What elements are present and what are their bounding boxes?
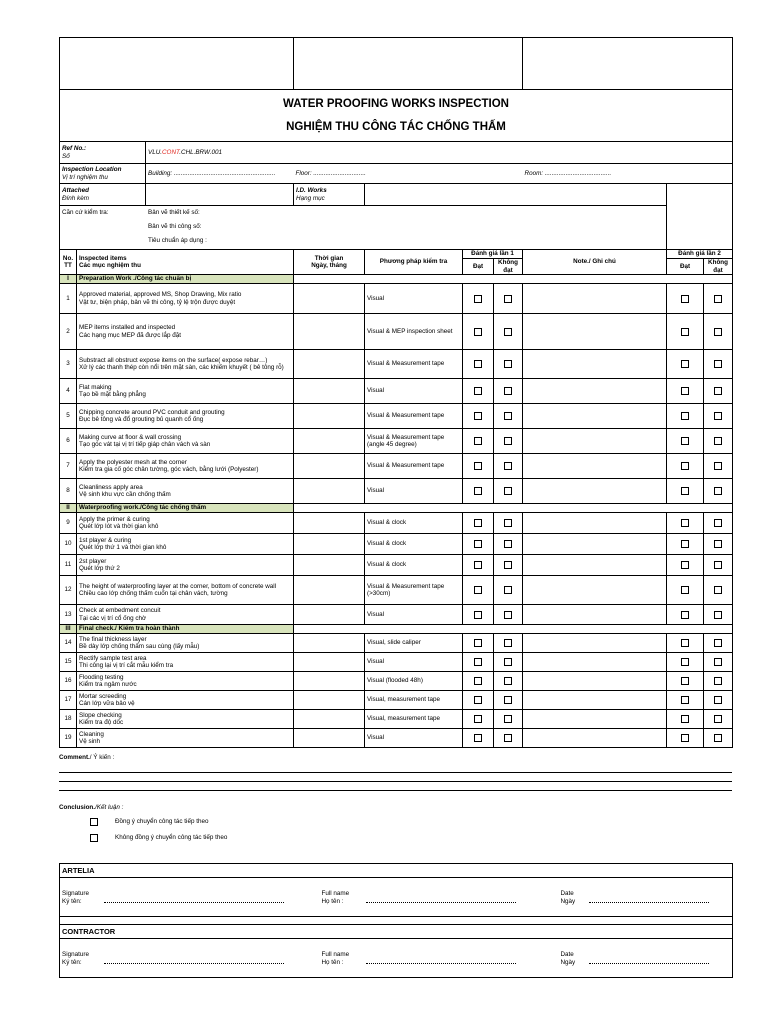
- pass1-checkbox[interactable]: [474, 658, 482, 666]
- pass2-checkbox[interactable]: [681, 487, 689, 495]
- pass1-checkbox[interactable]: [474, 387, 482, 395]
- note-cell[interactable]: [523, 379, 667, 404]
- location-row: [60, 164, 733, 184]
- pass1-checkbox[interactable]: [474, 295, 482, 303]
- logo-row: [60, 38, 733, 90]
- time-cell[interactable]: [294, 513, 365, 534]
- table-row: [60, 710, 733, 729]
- time-cell[interactable]: [294, 479, 365, 504]
- inspected-item: Slope checking Kiểm tra độ dốc: [77, 710, 294, 729]
- fail2-checkbox[interactable]: [714, 715, 722, 723]
- floor-field[interactable]: Floor: ..............................: [294, 164, 523, 184]
- row-number: 11: [60, 555, 77, 576]
- fail1-checkbox[interactable]: [504, 412, 512, 420]
- section-title: Waterproofing work./Công tác chống thấm: [77, 504, 294, 513]
- note-cell[interactable]: [523, 513, 667, 534]
- inspected-item: The height of waterproofing layer at the corner, bottom of concrete wall Chiều cao lớp chống thấm cuốn tại chân vách, tường: [77, 576, 294, 605]
- method-cell: Visual: [365, 653, 463, 672]
- method-cell: Visual & Measurement tape (>30cm): [365, 576, 463, 605]
- fail1-checkbox[interactable]: [504, 715, 512, 723]
- section-title: Preparation Work ./Công tác chuẩn bị: [77, 275, 294, 284]
- form-title-en: WATER PROOFING WORKS INSPECTION: [60, 90, 733, 114]
- pass2-checkbox[interactable]: [681, 658, 689, 666]
- section-number: II: [60, 504, 77, 513]
- row-number: 19: [60, 729, 77, 748]
- table-row: [60, 479, 733, 504]
- time-cell[interactable]: [294, 454, 365, 479]
- pass2-checkbox[interactable]: [681, 540, 689, 548]
- row-number: 3: [60, 350, 77, 379]
- note-cell[interactable]: [523, 404, 667, 429]
- col-header-pass1: Đạt: [463, 259, 494, 275]
- row-number: 5: [60, 404, 77, 429]
- fail2-checkbox[interactable]: [714, 437, 722, 445]
- col-header-eval2: Đánh giá lần 2: [667, 250, 733, 259]
- fail1-checkbox[interactable]: [504, 328, 512, 336]
- table-row: [60, 605, 733, 625]
- fail1-checkbox[interactable]: [504, 586, 512, 594]
- note-cell[interactable]: [523, 576, 667, 605]
- pass1-checkbox[interactable]: [474, 360, 482, 368]
- logo-cell-center: [294, 38, 523, 90]
- section-header: [60, 275, 733, 284]
- table-row: [60, 634, 733, 653]
- row-number: 18: [60, 710, 77, 729]
- method-cell: Visual & Measurement tape: [365, 404, 463, 429]
- col-header-no: No. TT: [60, 250, 77, 275]
- section-title: Final check./ Kiểm tra hoàn thành: [77, 625, 294, 634]
- pass2-checkbox[interactable]: [681, 519, 689, 527]
- logo-cell-left: [60, 38, 294, 90]
- pass1-checkbox[interactable]: [474, 561, 482, 569]
- note-cell[interactable]: [523, 534, 667, 555]
- pass1-checkbox[interactable]: [474, 639, 482, 647]
- ref-label-vi: Số: [62, 152, 70, 160]
- inspected-item: 2st player Quét lớp thứ 2: [77, 555, 294, 576]
- table-row: [60, 555, 733, 576]
- table-row: [60, 429, 733, 454]
- fail2-checkbox[interactable]: [714, 412, 722, 420]
- header-row: [60, 250, 733, 259]
- comment-block: [59, 748, 732, 766]
- inspected-item: Apply the primer & curing Quét lớp lót và thời gian khô: [77, 513, 294, 534]
- time-cell[interactable]: [294, 429, 365, 454]
- fail1-checkbox[interactable]: [504, 540, 512, 548]
- row-number: 10: [60, 534, 77, 555]
- pass2-checkbox[interactable]: [681, 295, 689, 303]
- fail1-checkbox[interactable]: [504, 519, 512, 527]
- pass2-checkbox[interactable]: [681, 696, 689, 704]
- table-row: [60, 729, 733, 748]
- time-cell[interactable]: [294, 284, 365, 314]
- fail1-checkbox[interactable]: [504, 734, 512, 742]
- note-cell[interactable]: [523, 350, 667, 379]
- row-number: 7: [60, 454, 77, 479]
- signature-field[interactable]: Signature Ký tên:: [60, 939, 320, 978]
- pass2-checkbox[interactable]: [681, 437, 689, 445]
- pass2-checkbox[interactable]: [681, 462, 689, 470]
- party-name: ARTELIA: [60, 864, 733, 878]
- note-cell[interactable]: [523, 634, 667, 653]
- pass1-checkbox[interactable]: [474, 696, 482, 704]
- fail2-checkbox[interactable]: [714, 360, 722, 368]
- date-field[interactable]: Date Ngày: [559, 878, 733, 917]
- conclusion-option-disagree[interactable]: Không đồng ý chuyển công tác tiếp theo: [90, 834, 229, 842]
- method-cell: Visual: [365, 605, 463, 625]
- conclusion-label-en: Conclusion.: [59, 804, 96, 811]
- table-row: [60, 576, 733, 605]
- checkbox[interactable]: [90, 834, 98, 842]
- fail2-checkbox[interactable]: [714, 328, 722, 336]
- inspected-item: 1st player & curing Quét lớp thứ 1 và thời gian khô: [77, 534, 294, 555]
- basis-item: Bản vẽ thi công số:: [148, 223, 202, 230]
- fail2-checkbox[interactable]: [714, 462, 722, 470]
- fail2-checkbox[interactable]: [714, 658, 722, 666]
- table-row: [60, 534, 733, 555]
- row-number: 14: [60, 634, 77, 653]
- note-cell[interactable]: [523, 710, 667, 729]
- party-name: CONTRACTOR: [60, 925, 733, 939]
- logo-cell-right: [523, 38, 733, 90]
- inspected-item: Making curve at floor & wall crossing Tạo góc vát tại vị trí tiếp giáp chân vách và sàn: [77, 429, 294, 454]
- fail1-checkbox[interactable]: [504, 387, 512, 395]
- col-header-pass2: Đạt: [667, 259, 704, 275]
- time-cell[interactable]: [294, 555, 365, 576]
- method-cell: Visual & MEP inspection sheet: [365, 314, 463, 350]
- ref-value: VLU.CONT.CHL.BRW.001: [146, 142, 733, 164]
- time-cell[interactable]: [294, 314, 365, 350]
- table-row: [60, 350, 733, 379]
- fail2-checkbox[interactable]: [714, 519, 722, 527]
- fail1-checkbox[interactable]: [504, 437, 512, 445]
- inspected-item: Mortar screeding Cán lớp vữa bảo vệ: [77, 691, 294, 710]
- fail1-checkbox[interactable]: [504, 696, 512, 704]
- fail1-checkbox[interactable]: [504, 611, 512, 619]
- fullname-field[interactable]: Full name Họ tên :: [320, 878, 559, 917]
- pass2-checkbox[interactable]: [681, 639, 689, 647]
- pass1-checkbox[interactable]: [474, 540, 482, 548]
- row-number: 4: [60, 379, 77, 404]
- pass1-checkbox[interactable]: [474, 328, 482, 336]
- inspected-item: Cleaning Vệ sinh: [77, 729, 294, 748]
- time-cell[interactable]: [294, 379, 365, 404]
- table-row: [60, 691, 733, 710]
- table-row: [60, 454, 733, 479]
- attached-row: [60, 184, 733, 206]
- ref-row: [60, 142, 733, 164]
- method-cell: Visual (flooded 48h): [365, 672, 463, 691]
- checkbox[interactable]: [90, 818, 98, 826]
- location-label-en: Inspection Location: [62, 166, 122, 174]
- pass1-checkbox[interactable]: [474, 437, 482, 445]
- inspected-item: Cleanliness apply area Vệ sinh khu vực cần chống thấm: [77, 479, 294, 504]
- comment-lines[interactable]: [59, 772, 732, 791]
- pass2-checkbox[interactable]: [681, 734, 689, 742]
- table-row: [60, 284, 733, 314]
- fail2-checkbox[interactable]: [714, 639, 722, 647]
- pass1-checkbox[interactable]: [474, 519, 482, 527]
- attached-label-en: Attached: [62, 187, 89, 195]
- time-cell[interactable]: [294, 576, 365, 605]
- pass1-checkbox[interactable]: [474, 715, 482, 723]
- inspected-item: The final thickness layer Bề dày lớp chống thấm sau cùng (lấy mẫu): [77, 634, 294, 653]
- fullname-field[interactable]: Full name Họ tên :: [320, 939, 559, 978]
- basis-item: Bản vẽ thiết kế số:: [148, 209, 200, 216]
- row-number: 13: [60, 605, 77, 625]
- fail2-checkbox[interactable]: [714, 487, 722, 495]
- method-cell: Visual & clock: [365, 534, 463, 555]
- method-cell: Visual: [365, 284, 463, 314]
- form-table: [59, 37, 733, 748]
- pass2-checkbox[interactable]: [681, 611, 689, 619]
- table-row: [60, 404, 733, 429]
- fail2-checkbox[interactable]: [714, 677, 722, 685]
- method-cell: Visual: [365, 729, 463, 748]
- conclusion-label-vi: /Kết luận :: [95, 804, 124, 811]
- signature-party-row: [60, 925, 733, 939]
- fail1-checkbox[interactable]: [504, 295, 512, 303]
- method-cell: Visual & Measurement tape: [365, 350, 463, 379]
- works-label-en: I.D. Works: [296, 187, 327, 195]
- pass1-checkbox[interactable]: [474, 677, 482, 685]
- method-cell: Visual & Measurement tape: [365, 454, 463, 479]
- col-header-method: Phương pháp kiểm tra: [365, 250, 463, 275]
- basis-row: [60, 206, 733, 250]
- signature-table: [59, 863, 733, 978]
- attached-value[interactable]: [146, 184, 294, 206]
- inspected-item: Chipping concrete around PVC conduit and grouting Đục bê tông và đổ grouting bủ quanh cổ ống: [77, 404, 294, 429]
- time-cell[interactable]: [294, 691, 365, 710]
- method-cell: Visual & Measurement tape (angle 45 degree): [365, 429, 463, 454]
- signature-fields-row: [60, 939, 733, 978]
- inspected-item: Flat making Tạo bề mặt bằng phẳng: [77, 379, 294, 404]
- pass1-checkbox[interactable]: [474, 611, 482, 619]
- inspected-item: MEP items installed and inspected Các hạng mục MEP đã được lắp đặt: [77, 314, 294, 350]
- inspected-item: Flooding testing Kiểm tra ngâm nước: [77, 672, 294, 691]
- pass2-checkbox[interactable]: [681, 561, 689, 569]
- fail2-checkbox[interactable]: [714, 611, 722, 619]
- note-cell[interactable]: [523, 454, 667, 479]
- fail2-checkbox[interactable]: [714, 561, 722, 569]
- ref-label-en: Ref No.:: [62, 145, 87, 153]
- time-cell[interactable]: [294, 350, 365, 379]
- pass1-checkbox[interactable]: [474, 412, 482, 420]
- signature-party-row: [60, 864, 733, 878]
- location-label-vi: Vị trí nghiệm thu: [62, 173, 108, 181]
- fail1-checkbox[interactable]: [504, 561, 512, 569]
- basis-item: Tiêu chuẩn áp dụng :: [148, 237, 207, 244]
- pass2-checkbox[interactable]: [681, 387, 689, 395]
- fail2-checkbox[interactable]: [714, 586, 722, 594]
- note-cell[interactable]: [523, 605, 667, 625]
- fail1-checkbox[interactable]: [504, 487, 512, 495]
- pass1-checkbox[interactable]: [474, 487, 482, 495]
- conclusion-block: [59, 791, 732, 849]
- time-cell[interactable]: [294, 605, 365, 625]
- col-header-note: Note./ Ghi chú: [523, 250, 667, 275]
- time-cell[interactable]: [294, 672, 365, 691]
- fail1-checkbox[interactable]: [504, 677, 512, 685]
- col-header-items: Inspected items Các mục nghiệm thu: [77, 250, 294, 275]
- date-field[interactable]: Date Ngày: [559, 939, 733, 978]
- pass2-checkbox[interactable]: [681, 586, 689, 594]
- method-cell: Visual: [365, 379, 463, 404]
- fail1-checkbox[interactable]: [504, 360, 512, 368]
- note-cell[interactable]: [523, 284, 667, 314]
- method-cell: Visual & clock: [365, 555, 463, 576]
- works-label-vi: Hạng mục: [296, 194, 325, 202]
- inspected-item: Check at embedment concuit Tại các vị trí cổ ống chờ: [77, 605, 294, 625]
- row-number: 9: [60, 513, 77, 534]
- fail1-checkbox[interactable]: [504, 462, 512, 470]
- signature-field[interactable]: Signature Ký tên:: [60, 878, 320, 917]
- section-header: [60, 504, 733, 513]
- inspected-item: Approved material, approved MS, Shop Drawing, Mix ratio Vật tư, biện pháp, bản vẽ thi công, tỷ lệ trộn được duyệt: [77, 284, 294, 314]
- fail2-checkbox[interactable]: [714, 696, 722, 704]
- form-title-vi: NGHIỆM THU CÔNG TÁC CHỐNG THẤM: [60, 114, 733, 142]
- pass2-checkbox[interactable]: [681, 677, 689, 685]
- room-field[interactable]: Room: ......................................: [523, 164, 733, 184]
- inspected-item: Apply the polyester mesh at the corner Kiểm tra gia cố góc chân tường, góc vách, bằng lưới (Polyester): [77, 454, 294, 479]
- pass1-checkbox[interactable]: [474, 586, 482, 594]
- pass1-checkbox[interactable]: [474, 462, 482, 470]
- table-row: [60, 672, 733, 691]
- note-cell[interactable]: [523, 691, 667, 710]
- pass1-checkbox[interactable]: [474, 734, 482, 742]
- building-field[interactable]: Building: ..........................................................: [146, 164, 294, 184]
- time-cell[interactable]: [294, 634, 365, 653]
- section-number: III: [60, 625, 77, 634]
- method-cell: Visual & clock: [365, 513, 463, 534]
- works-value[interactable]: [365, 184, 667, 206]
- comment-label-vi: / Ý kiến :: [89, 754, 115, 761]
- attached-label-vi: Đính kèm: [62, 194, 89, 202]
- time-cell[interactable]: [294, 710, 365, 729]
- inspected-item: Substract all obstruct expose items on the surface( expose rebar…) Xử lý các thanh thép còn nổi trên mặt sàn, các khiếm khuyết ( bê tông rỗ): [77, 350, 294, 379]
- method-cell: Visual: [365, 479, 463, 504]
- pass2-checkbox[interactable]: [681, 412, 689, 420]
- table-row: [60, 379, 733, 404]
- comment-label-en: Comment.: [59, 754, 90, 761]
- time-cell[interactable]: [294, 404, 365, 429]
- table-row: [60, 653, 733, 672]
- note-cell[interactable]: [523, 314, 667, 350]
- note-cell[interactable]: [523, 429, 667, 454]
- fail2-checkbox[interactable]: [714, 540, 722, 548]
- col-header-fail1: Không đạt: [494, 259, 523, 275]
- row-number: 1: [60, 284, 77, 314]
- note-cell[interactable]: [523, 555, 667, 576]
- section-header: [60, 625, 733, 634]
- fail2-checkbox[interactable]: [714, 734, 722, 742]
- row-number: 6: [60, 429, 77, 454]
- method-cell: Visual, measurement tape: [365, 710, 463, 729]
- pass2-checkbox[interactable]: [681, 360, 689, 368]
- table-row: [60, 513, 733, 534]
- inspected-item: Rectify sample test area Thi công lại vị trí cắt mẫu kiểm tra: [77, 653, 294, 672]
- row-number: 12: [60, 576, 77, 605]
- section-number: I: [60, 275, 77, 284]
- inspection-form: [59, 37, 732, 978]
- time-cell[interactable]: [294, 534, 365, 555]
- note-cell[interactable]: [523, 672, 667, 691]
- fail2-checkbox[interactable]: [714, 387, 722, 395]
- time-cell[interactable]: [294, 729, 365, 748]
- signature-fields-row: [60, 878, 733, 917]
- table-row: [60, 314, 733, 350]
- row-number: 15: [60, 653, 77, 672]
- fail1-checkbox[interactable]: [504, 639, 512, 647]
- pass2-checkbox[interactable]: [681, 328, 689, 336]
- col-header-fail2: Không đạt: [704, 259, 733, 275]
- col-header-eval1: Đánh giá lần 1: [463, 250, 523, 259]
- method-cell: Visual, slide caliper: [365, 634, 463, 653]
- note-cell[interactable]: [523, 653, 667, 672]
- row-number: 17: [60, 691, 77, 710]
- pass2-checkbox[interactable]: [681, 715, 689, 723]
- fail2-checkbox[interactable]: [714, 295, 722, 303]
- note-cell[interactable]: [523, 479, 667, 504]
- method-cell: Visual, measurement tape: [365, 691, 463, 710]
- basis-label: Căn cứ kiểm tra:: [62, 209, 109, 216]
- note-cell[interactable]: [523, 729, 667, 748]
- fail1-checkbox[interactable]: [504, 658, 512, 666]
- conclusion-option-agree[interactable]: Đồng ý chuyển công tác tiếp theo: [90, 818, 210, 826]
- row-number: 16: [60, 672, 77, 691]
- row-number: 8: [60, 479, 77, 504]
- col-header-time: Thời gian Ngày, tháng: [294, 250, 365, 275]
- time-cell[interactable]: [294, 653, 365, 672]
- row-number: 2: [60, 314, 77, 350]
